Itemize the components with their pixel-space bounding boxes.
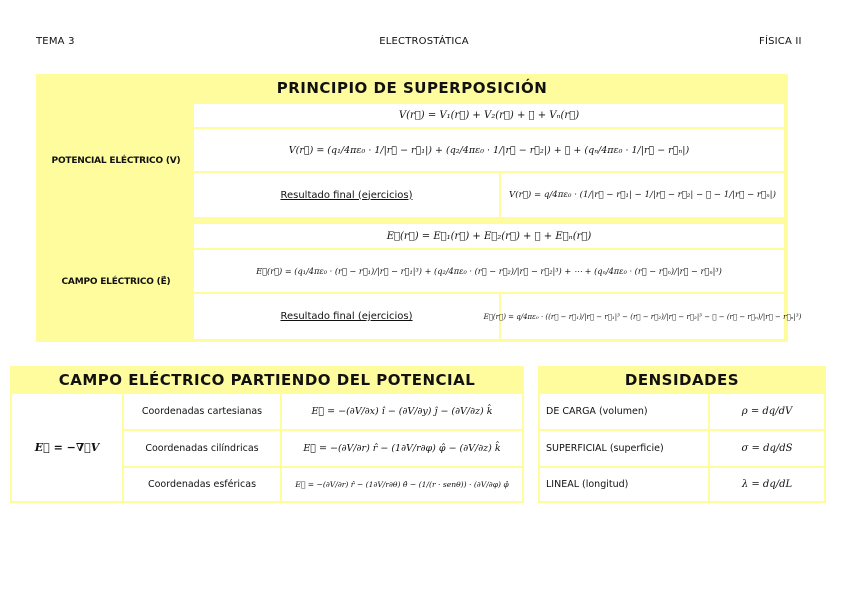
header-title: ELECTROSTÁTICA [379, 36, 469, 47]
potential-sum-formula: V(r⃗) = V₁(r⃗) + V₂(r⃗) + ⋯ + Vₙ(r⃗) [398, 110, 580, 121]
coord-cylindrical-label: Coordenadas cilíndricas [145, 443, 259, 454]
field-expanded-cell [194, 250, 784, 292]
potential-result-label-cell [194, 173, 499, 217]
coord-cartesian-label-cell [124, 394, 280, 429]
potential-result-cell [501, 173, 784, 217]
field-result-label: Resultado final (ejercicios) [280, 311, 413, 322]
coord-spherical-label: Coordenadas esféricas [147, 479, 257, 490]
density-volume-formula: ρ = dq/dV [741, 406, 793, 417]
coord-cartesian-label: Coordenadas cartesianas [141, 406, 263, 417]
density-volume-label-cell [540, 394, 708, 429]
coord-spherical-label-cell [124, 468, 280, 501]
coord-cylindrical-formula: E⃗ = −(∂V/∂r) r̂ − (1∂V/r∂φ) φ̂ − (∂V/∂z) k̂ [303, 443, 501, 454]
superposition-section [36, 74, 802, 342]
coord-cartesian-formula: E⃗ = −(∂V/∂x) î − (∂V/∂y) ĵ − (∂V/∂z) k̂ [311, 406, 493, 417]
gradient-formula-cell [12, 394, 122, 501]
field-result-cell [483, 294, 802, 339]
coord-cylindrical-formula-cell [282, 431, 522, 466]
coord-spherical-formula-cell [282, 468, 522, 501]
potential-result-label: Resultado final (ejercicios) [280, 189, 413, 201]
densities-title: DENSIDADES [624, 371, 740, 389]
density-linear-formula-cell [710, 468, 824, 501]
density-surface-formula: σ = dq/dS [741, 443, 793, 454]
field-label: CAMPO ELÉCTRICO (E⃗) [61, 276, 171, 287]
coord-cylindrical-label-cell [124, 431, 280, 466]
field-result-label-cell [194, 294, 499, 339]
potential-result-formula: V(r⃗) = q/4πε₀ · (1/|r⃗ − r⃗₁| − 1/|r⃗ − r⃗₂| − ⋯ − 1/|r⃗ − r⃗ₙ|) [509, 190, 776, 200]
field-from-potential-title: CAMPO ELÉCTRICO PARTIENDO DEL POTENCIAL [58, 371, 476, 389]
header-topic: TEMA 3 [36, 36, 75, 47]
density-surface-label: SUPERFICIAL (superficie) [546, 443, 664, 454]
field-expanded-formula: E⃗(r⃗) = (q₁/4πε₀ · (r⃗ − r⃗₁)/|r⃗ − r⃗₁|³) + (q₂/4πε₀ · (r⃗ − r⃗₂)/|r⃗ − r⃗₂|³) + ⋯ + (qₙ/4πε₀ · (r⃗ − r⃗ₙ)/|r⃗ − r⃗ₙ|³) [256, 266, 722, 276]
gradient-formula: E⃗ = −∇⃗V [34, 441, 100, 454]
coord-cartesian-formula-cell [282, 394, 522, 429]
potential-expanded-cell [194, 129, 784, 171]
density-linear-label: LINEAL (longitud) [546, 479, 629, 490]
potential-label: POTENCIAL ELÉCTRICO (V) [51, 155, 181, 166]
field-sum-cell [194, 224, 784, 248]
potential-expanded-formula: V(r⃗) = (q₁/4πε₀ · 1/|r⃗ − r⃗₁|) + (q₂/4πε₀ · 1/|r⃗ − r⃗₂|) + ⋯ + (qₙ/4πε₀ · 1/|r⃗ − r⃗ₙ|) [288, 144, 690, 156]
field-sum-formula: E⃗(r⃗) = E⃗₁(r⃗) + E⃗₂(r⃗) + ⋯ + E⃗ₙ(r⃗) [386, 230, 592, 242]
density-surface-label-cell [540, 431, 708, 466]
density-surface-formula-cell [710, 431, 824, 466]
densities-section [538, 366, 826, 503]
density-linear-label-cell [540, 468, 708, 501]
density-volume-formula-cell [710, 394, 824, 429]
superposition-title: PRINCIPIO DE SUPERPOSICIÓN [276, 79, 548, 97]
density-volume-label: DE CARGA (volumen) [546, 406, 648, 417]
density-linear-formula: λ = dq/dL [741, 479, 793, 490]
field-result-formula: E⃗(r⃗) = q/4πε₀ · ((r⃗ − r⃗₁)/|r⃗ − r⃗₁|³ − (r⃗ − r⃗₂)/|r⃗ − r⃗₂|³ − ⋯ − (r⃗ − r⃗ₙ)/|r⃗ − r⃗ₙ|³) [483, 312, 802, 321]
header-subject: FÍSICA II [759, 36, 802, 47]
field-from-potential-section [10, 366, 524, 503]
potential-sum-cell [194, 104, 784, 127]
coord-spherical-formula: E⃗ = −(∂V/∂r) r̂ − (1∂V/r∂θ) θ̂ − (1/(r · senθ)) · (∂V/∂φ) φ̂ [295, 480, 509, 489]
